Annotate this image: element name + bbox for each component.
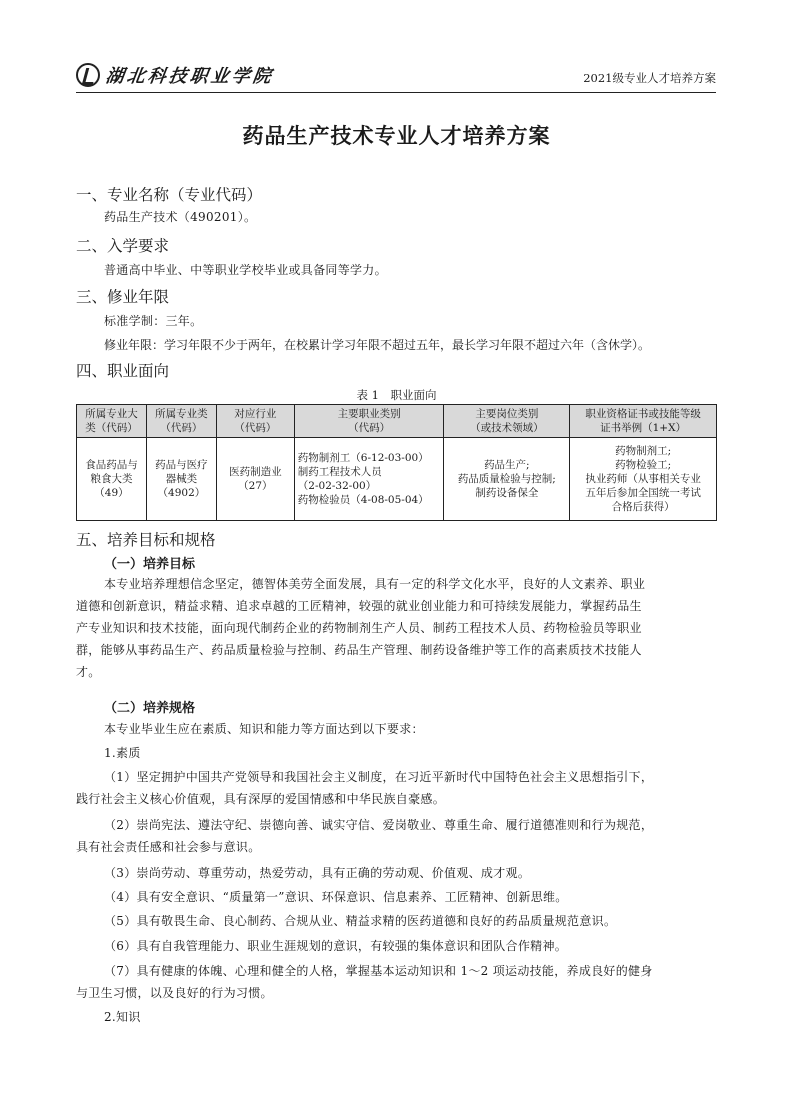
section-2-text: 普通高中毕业、中等职业学校毕业或具备同等学力。 — [104, 263, 387, 277]
cell-occupation: 药物制剂工（6-12-03-00） 制药工程技术人员 （2-02-32-00） 药物检验员（4-08-05-04） — [294, 438, 444, 521]
school-logo — [76, 62, 274, 88]
cell-major-category: 食品药品与 粮食大类 （49） — [77, 438, 147, 521]
section-1-heading: 一、专业名称（专业代码） — [76, 186, 263, 204]
objectives-heading: （一）培养目标 — [104, 557, 196, 572]
header-occupation: 主要职业类别 （代码） — [294, 405, 444, 438]
quality-item-6: （6）具有自我管理能力、职业生涯规划的意识，有较强的集体意识和团队合作精神。 — [104, 939, 568, 953]
knowledge-heading: 2.知识 — [104, 1010, 141, 1024]
cell-major-class: 药品与医疗 器械类 （4902） — [146, 438, 216, 521]
quality-item-4: （4）具有安全意识、“质量第一”意识、环保意识、信息素养、工匠精神、创新思维。 — [104, 890, 568, 904]
table-header-row — [77, 405, 717, 438]
cell-position: 药品生产; 药品质量检验与控制; 制药设备保全 — [444, 438, 570, 521]
cell-industry: 医药制造业 （27） — [216, 438, 294, 521]
objectives-text: 本专业培养理想信念坚定，德智体美劳全面发展，具有一定的科学文化水平，良好的人文素养、职业 道德和创新意识，精益求精、追求卓越的工匠精神，较强的就业创业能力和可持续发展能力，掌握药品生 产专业知识和技术技能，面向现代制药企业的药物制剂生产人员、制药工程技术人员、药物检验员等职业 群，能够从事药品生产、药品质量检验与控制、药品生产管理、制药设备维护等工作的高素质技术技能人 才。 — [76, 577, 646, 679]
header-major-category: 所属专业大 类（代码） — [77, 405, 147, 438]
specs-intro: 本专业毕业生应在素质、知识和能力等方面达到以下要求： — [104, 722, 424, 736]
quality-item-5: （5）具有敬畏生命、良心制药、合规从业、精益求精的医药道德和良好的药品质量规范意识。 — [104, 914, 617, 928]
document-label: 2021级专业人才培养方案 — [583, 71, 716, 85]
section-2-heading: 二、入学要求 — [76, 237, 170, 255]
document-title: 药品生产技术专业人才培养方案 — [242, 124, 551, 148]
quality-heading: 1.素质 — [104, 746, 141, 760]
quality-item-7: （7）具有健康的体魄、心理和健全的人格，掌握基本运动知识和 1～2 项运动技能，养成良好的健身 与卫生习惯，以及良好的行为习惯。 — [76, 964, 653, 1000]
page-header — [76, 62, 716, 93]
quality-item-2: （2）崇尚宪法、遵法守纪、崇德向善、诚实守信、爱岗敬业、尊重生命、履行道德准则和行为规范， 具有社会责任感和社会参与意识。 — [76, 818, 654, 854]
section-5-heading: 五、培养目标和规格 — [76, 531, 216, 549]
quality-item-3: （3）崇尚劳动、尊重劳动，热爱劳动，具有正确的劳动观、价值观、成才观。 — [104, 866, 531, 880]
quality-item-1: （1）坚定拥护中国共产党领导和我国社会主义制度，在习近平新时代中国特色社会主义思想指引下， 践行社会主义核心价值观，具有深厚的爱国情感和中华民族自豪感。 — [76, 770, 654, 806]
section-1-text: 药品生产技术（490201）。 — [104, 210, 257, 224]
table-caption: 表 1 职业面向 — [356, 388, 437, 402]
table-row — [77, 438, 717, 521]
school-name: 湖北科技职业学院 — [104, 66, 276, 87]
section-3-text-2: 修业年限：学习年限不少于两年，在校累计学习年限不超过五年，最长学习年限不超过六年（含休学）。 — [104, 338, 651, 352]
career-table — [76, 404, 717, 521]
cell-certificate: 药物制剂工; 药物检验工; 执业药师（从事相关专业 五年后参加全国统一考试 合格后获得） — [570, 438, 717, 521]
header-certificate: 职业资格证书或技能等级 证书举例（1+X） — [570, 405, 717, 438]
header-position: 主要岗位类别 （或技术领域） — [444, 405, 570, 438]
section-3-text-1: 标准学制：三年。 — [104, 314, 203, 328]
section-3-heading: 三、修业年限 — [76, 288, 170, 306]
header-industry: 对应行业 （代码） — [216, 405, 294, 438]
section-4-heading: 四、职业面向 — [76, 362, 170, 380]
school-emblem-icon — [76, 63, 100, 87]
header-major-class: 所属专业类 （代码） — [146, 405, 216, 438]
specs-heading: （二）培养规格 — [104, 701, 196, 716]
